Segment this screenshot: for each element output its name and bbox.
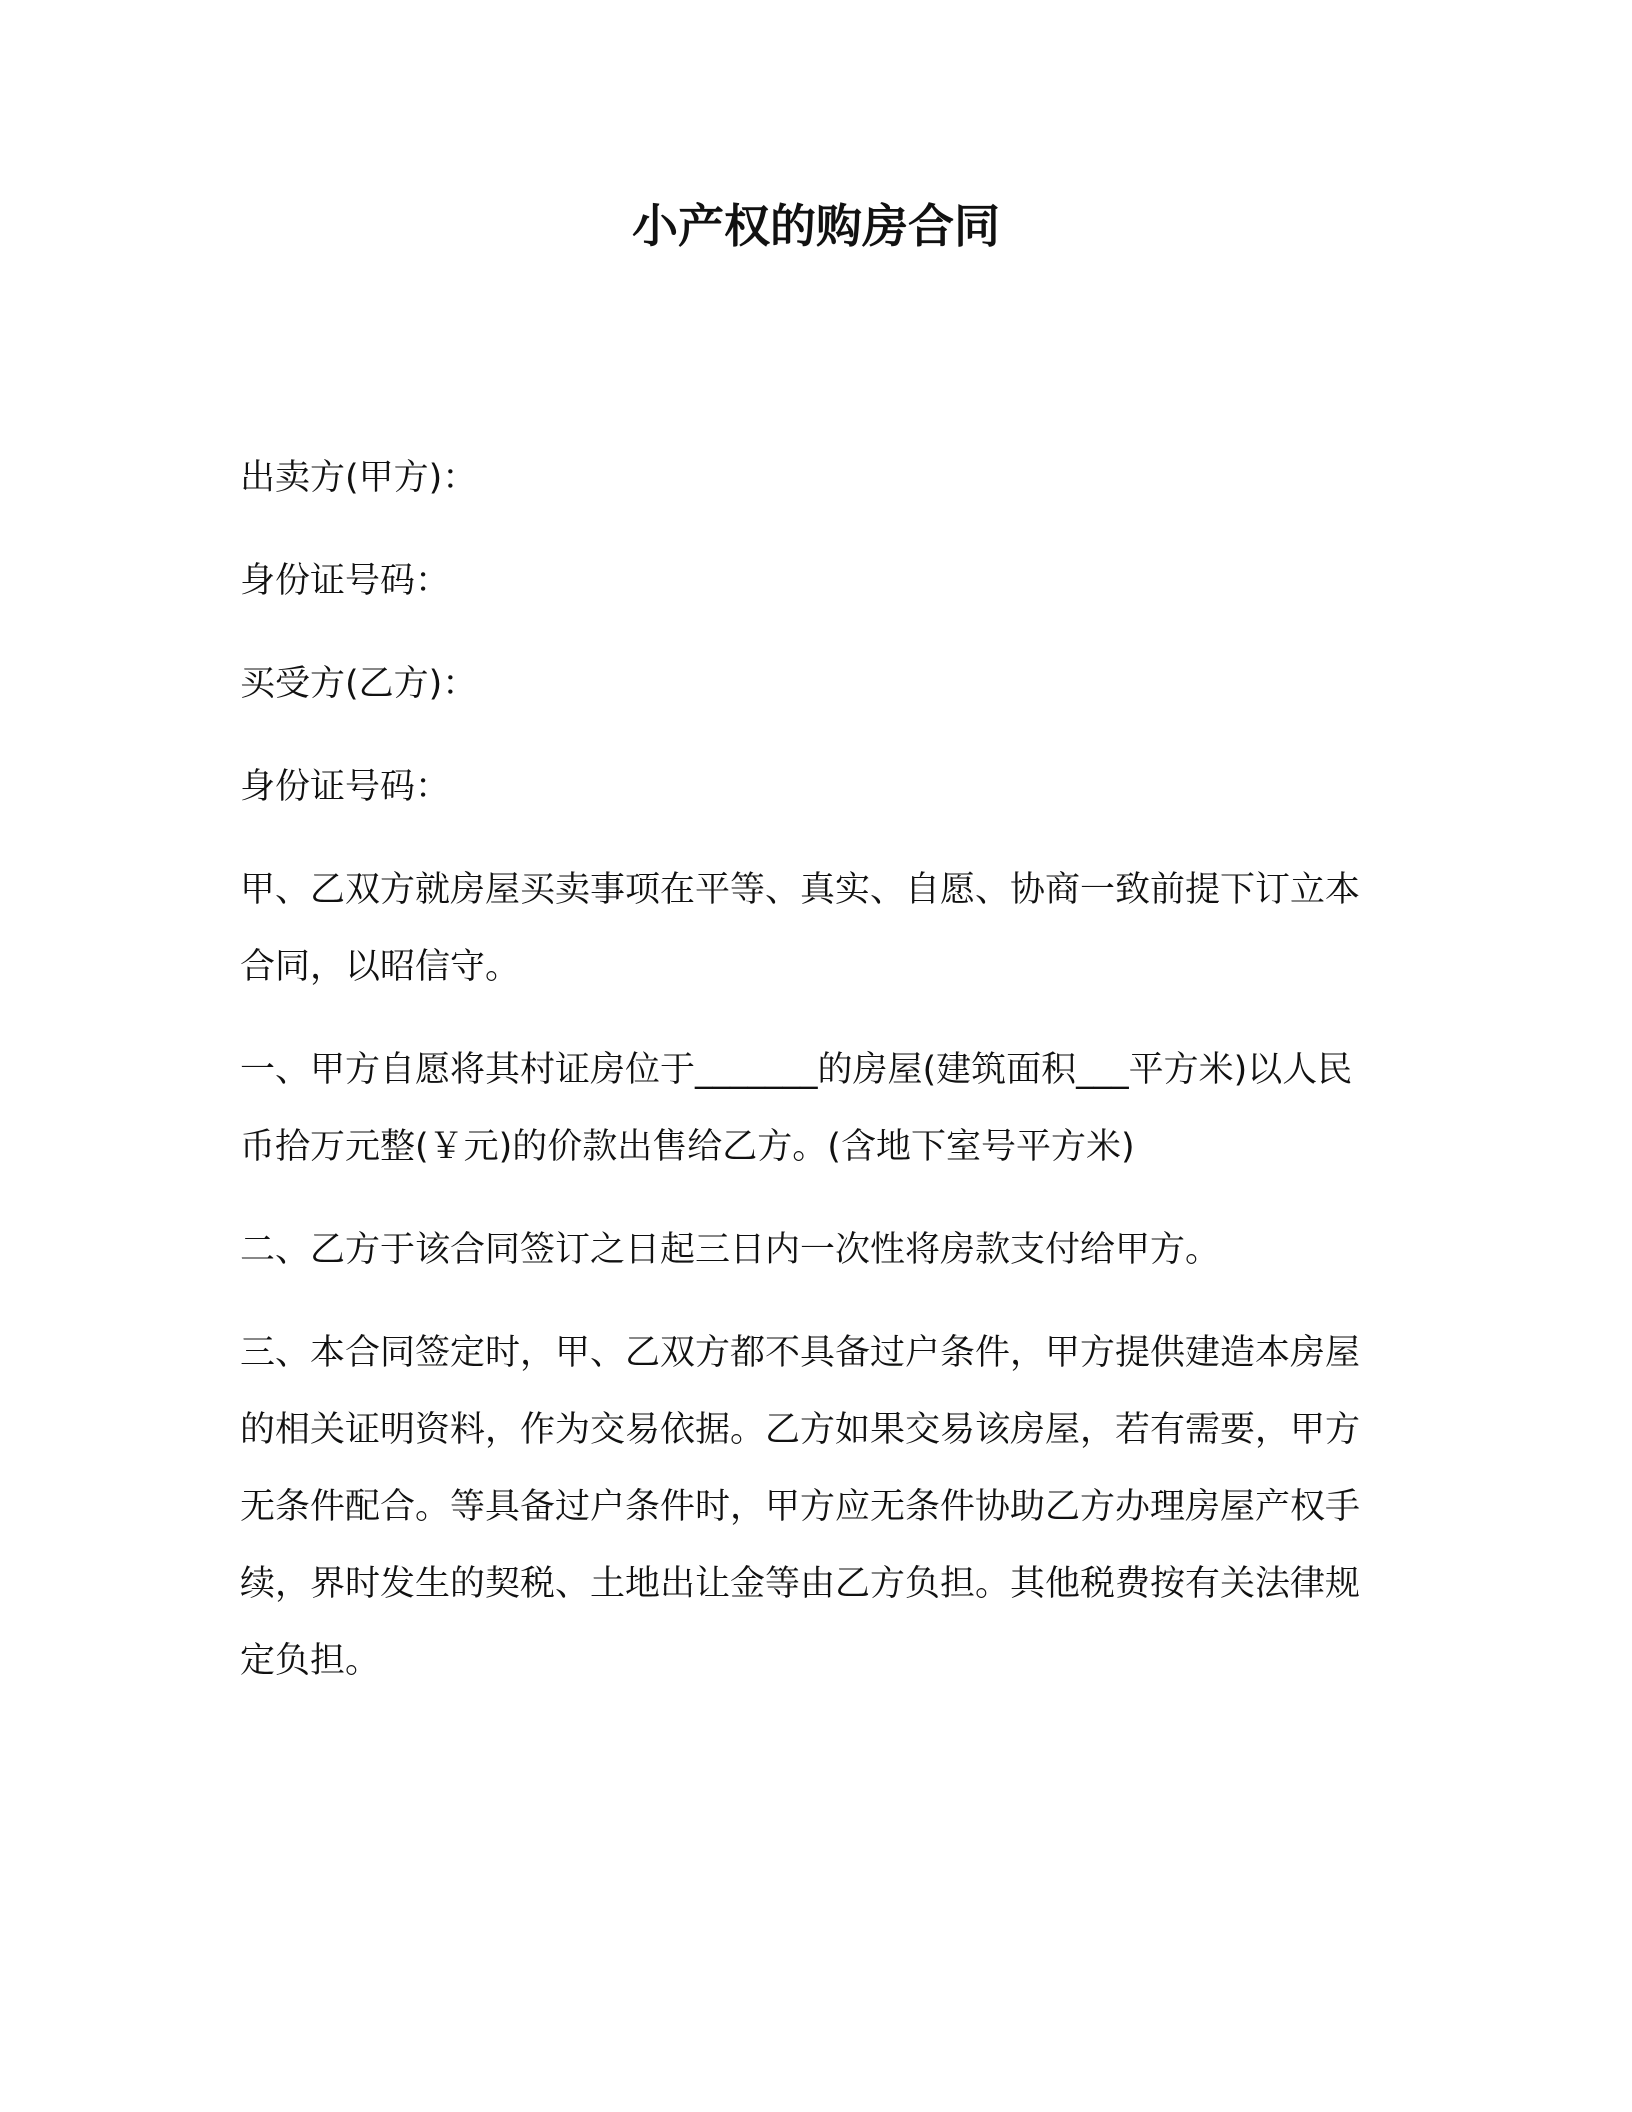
buyer-id-field: 身份证号码： <box>240 767 451 807</box>
document-body <box>240 440 1380 1726</box>
clause-1-paragraph: 一、甲方自愿将其村证房位于_______的房屋(建筑面积___平方米)以人民币拾万元整(￥元)的价款出售给乙方。(含地下室号平方米) <box>240 1050 1353 1167</box>
document-title: 小产权的购房合同 <box>632 199 1000 253</box>
seller-id-field: 身份证号码： <box>240 561 451 601</box>
seller-field: 出卖方(甲方)： <box>240 458 478 498</box>
clause-2-paragraph: 二、乙方于该合同签订之日起三日内一次性将房款支付给甲方。 <box>240 1230 1221 1270</box>
clause-3-paragraph: 三、本合同签定时，甲、乙双方都不具备过户条件，甲方提供建造本房屋的相关证明资料，作为交易依据。乙方如果交易该房屋，若有需要，甲方无条件配合。等具备过户条件时，甲方应无条件协助乙方办理房屋产权手续，界时发生的契税、土地出让金等由乙方负担。其他税费按有关法律规定负担。 <box>240 1333 1361 1681</box>
preamble-paragraph: 甲、乙双方就房屋买卖事项在平等、真实、自愿、协商一致前提下订立本合同，以昭信守。 <box>240 870 1361 987</box>
buyer-field: 买受方(乙方)： <box>240 664 478 704</box>
